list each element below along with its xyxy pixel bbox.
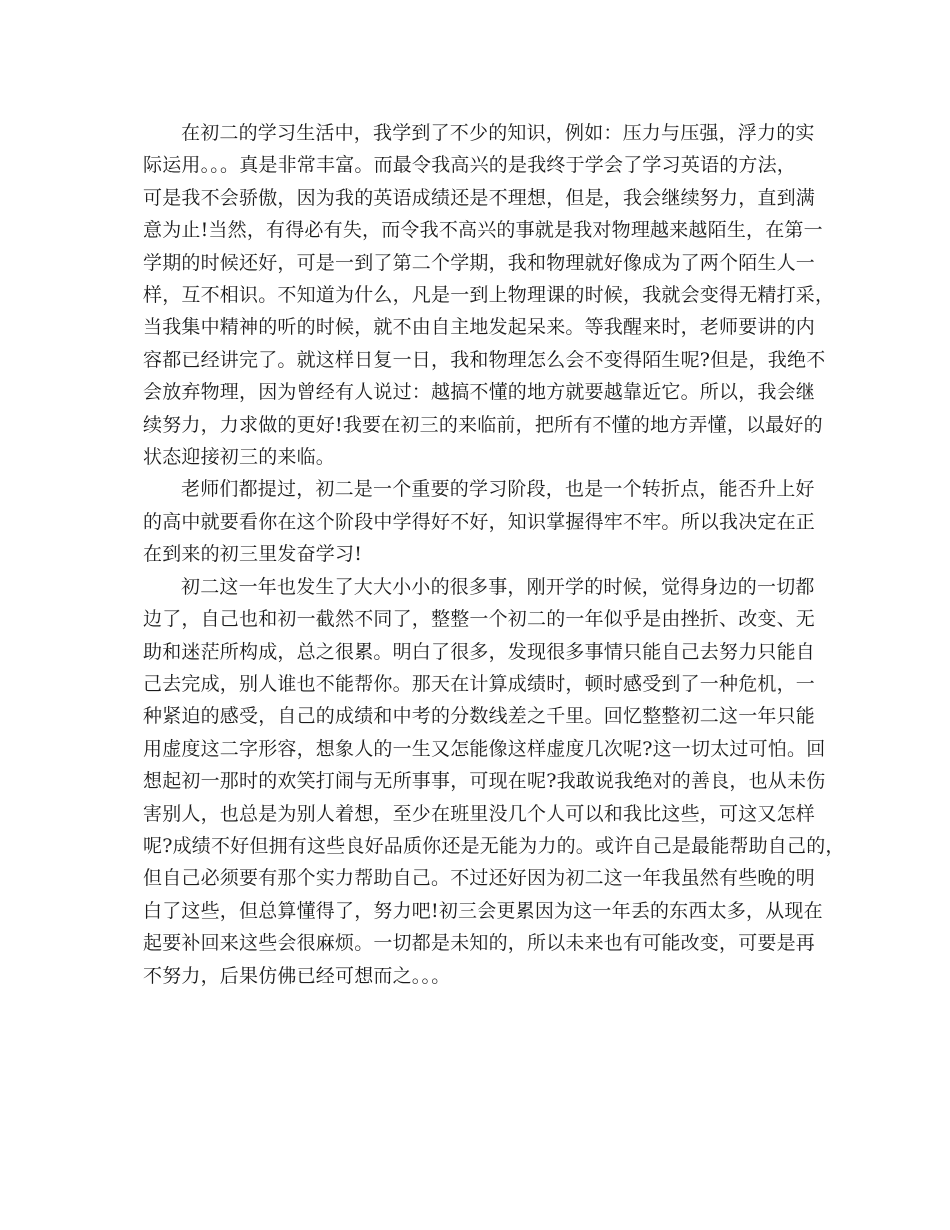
paragraph-1 xyxy=(143,117,835,473)
text-line: 边了，自己也和初一截然不同了，整整一个初二的一年似乎是由挫折、改变、无 xyxy=(143,608,816,631)
document-body xyxy=(143,117,845,992)
text-line: 初二这一年也发生了大大小小的很多事，刚开学的时候，觉得身边的一切都 xyxy=(181,575,815,598)
text-line: 意为止!当然，有得必有失，而令我不高兴的事就是我对物理越来越陌生，在第一 xyxy=(143,219,823,242)
text-line: 状态迎接初三的来临。 xyxy=(143,446,336,469)
text-line: 在初二的学习生活中，我学到了不少的知识，例如：压力与压强，浮力的实 xyxy=(181,122,815,144)
text-line: 用虚度这二字形容，想象人的一生又怎能像这样虚度几次呢?这一切太过可怕。回 xyxy=(143,737,826,760)
text-line: 的高中就要看你在这个阶段中学得好不好，知识掌握得牢不牢。所以我决定在正 xyxy=(143,510,816,533)
text-line: 助和迷茫所构成，总之很累。明白了很多，发现很多事情只能自己去努力只能自 xyxy=(143,640,816,663)
text-line: 学期的时候还好，可是一到了第二个学期，我和物理就好像成为了两个陌生人一 xyxy=(143,251,816,274)
paragraph-2 xyxy=(143,473,815,570)
text-line: 可是我不会骄傲，因为我的英语成绩还是不理想，但是，我会继续努力，直到满 xyxy=(143,186,816,209)
text-line: 续努力，力求做的更好!我要在初三的来临前，把所有不懂的地方弄懂，以最好的 xyxy=(143,413,823,436)
text-line: 样，互不相识。不知道为什么，凡是一到上物理课的时候，我就会变得无精打采， xyxy=(143,284,835,307)
text-line: 呢?成绩不好但拥有这些良好品质你还是无能为力的。或许自己是最能帮助自己的， xyxy=(143,834,845,857)
text-line: 会放弃物理，因为曾经有人说过：越搞不懂的地方就要越靠近它。所以，我会继 xyxy=(143,381,816,404)
text-line: 己去完成，别人谁也不能帮你。那天在计算成绩时，顿时感受到了一种危机，一 xyxy=(143,672,816,695)
text-line: 想起初一那时的欢笑打闹与无所事事，可现在呢?我敢说我绝对的善良，也从未伤 xyxy=(143,770,826,793)
text-line: 容都已经讲完了。就这样日复一日，我和物理怎么会不变得陌生呢?但是，我绝不 xyxy=(143,348,826,371)
text-line: 白了这些，但总算懂得了，努力吧!初三会更累因为这一年丢的东西太多，从现在 xyxy=(143,899,823,922)
text-line: 但自己必须要有那个实力帮助自己。不过还好因为初二这一年我虽然有些晚的明 xyxy=(143,867,816,890)
text-line: 害别人，也总是为别人着想，至少在班里没几个人可以和我比这些，可这又怎样 xyxy=(143,802,816,825)
text-line: 种紧迫的感受，自己的成绩和中考的分数线差之千里。回忆整整初二这一年只能 xyxy=(143,705,816,728)
text-line: 不努力，后果仿佛已经可想而之。。。 xyxy=(143,964,451,987)
text-line: 际运用。。。真是非常丰富。而最令我高兴的是我终于学会了学习英语的方法， xyxy=(143,154,797,177)
text-line: 当我集中精神的听的时候，就不由自主地发起呆来。等我醒来时，老师要讲的内 xyxy=(143,316,816,339)
text-line: 起要补回来这些会很麻烦。一切都是未知的，所以未来也有可能改变，可要是再 xyxy=(143,932,816,955)
text-line: 在到来的初三里发奋学习! xyxy=(143,543,363,566)
paragraph-3 xyxy=(143,571,845,992)
text-line: 老师们都提过，初二是一个重要的学习阶段，也是一个转折点，能否升上好 xyxy=(181,478,815,501)
